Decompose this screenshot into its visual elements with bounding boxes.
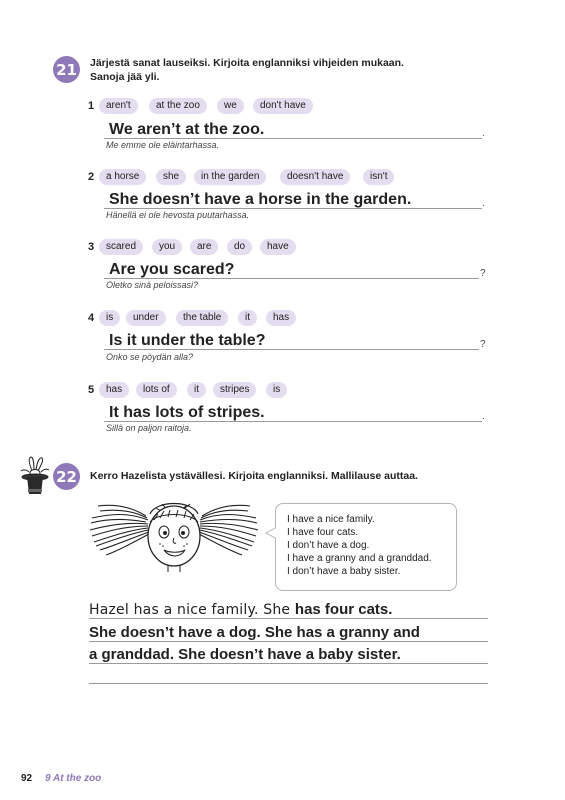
writing-line-2-text: She doesn’t have a dog. She has a granny and <box>89 624 420 641</box>
speech-bubble-tail-fill <box>267 528 276 538</box>
item-3-number: 3 <box>88 241 95 253</box>
instruction-line-2: Sanoja jää yli. <box>90 70 160 83</box>
finnish-hint-2: Hänellä ei ole hevosta puutarhassa. <box>106 210 250 220</box>
hazel-girl-illustration <box>88 492 260 574</box>
answer-end-4: ? <box>480 339 486 350</box>
finnish-hint-1: Me emme ole eläintarhassa. <box>106 140 220 150</box>
word-chip[interactable]: lots of <box>136 382 177 398</box>
bubble-line-5: I don’t have a baby sister. <box>287 566 401 577</box>
writing-line-4[interactable] <box>89 683 488 684</box>
exercise-21-badge: 21 <box>53 56 80 83</box>
word-chip[interactable]: aren't <box>99 98 138 114</box>
answer-end-2: . <box>482 198 485 209</box>
word-chip[interactable]: a horse <box>99 169 146 185</box>
writing-line-1-text <box>89 601 392 618</box>
word-chip[interactable]: we <box>217 98 244 114</box>
page-number: 92 <box>21 773 33 784</box>
answer-line-4[interactable] <box>104 349 479 350</box>
answer-1: We aren’t at the zoo. <box>109 121 265 138</box>
writing-line-3[interactable] <box>89 663 488 664</box>
writing-line-3-text: a granddad. She doesn’t have a baby sister. <box>89 646 401 663</box>
writing-line-1[interactable] <box>89 618 488 619</box>
bubble-line-3: I don’t have a dog. <box>287 540 370 551</box>
answer-line-5[interactable] <box>104 421 482 422</box>
bubble-line-1: I have a nice family. <box>287 514 375 525</box>
answer-4: Is it under the table? <box>109 332 266 349</box>
word-chip[interactable]: have <box>260 239 296 255</box>
bubble-line-4: I have a granny and a granddad. <box>287 553 432 564</box>
word-chip[interactable]: the table <box>176 310 228 326</box>
answer-line-2[interactable] <box>104 208 482 209</box>
answer-5: It has lots of stripes. <box>109 404 265 421</box>
word-chip[interactable]: it <box>187 382 206 398</box>
word-chip[interactable]: don't have <box>253 98 313 114</box>
chapter-title: 9 At the zoo <box>45 773 102 784</box>
answer-3: Are you scared? <box>109 261 235 278</box>
bubble-line-2: I have four cats. <box>287 527 359 538</box>
item-5-number: 5 <box>88 384 95 396</box>
word-chip[interactable]: you <box>152 239 182 255</box>
exercise-21-instruction <box>90 57 404 84</box>
word-chip[interactable]: scared <box>99 239 143 255</box>
instruction-line-1: Järjestä sanat lauseiksi. Kirjoita englanniksi vihjeiden mukaan. <box>90 57 404 69</box>
word-chip[interactable]: has <box>266 310 296 326</box>
item-1-number: 1 <box>88 100 95 112</box>
answer-end-1: . <box>482 128 485 139</box>
word-chip[interactable]: do <box>227 239 252 255</box>
item-4-number: 4 <box>88 312 95 324</box>
word-chip[interactable]: is <box>99 310 120 326</box>
word-chip[interactable]: are <box>190 239 218 255</box>
answer-line-1[interactable] <box>104 138 482 139</box>
word-chip[interactable]: she <box>156 169 186 185</box>
answer-line-3[interactable] <box>104 278 479 279</box>
word-chip[interactable]: has <box>99 382 129 398</box>
word-chip[interactable]: under <box>126 310 166 326</box>
answer-end-5: . <box>482 411 485 422</box>
word-chip[interactable]: stripes <box>213 382 256 398</box>
finnish-hint-4: Onko se pöydän alla? <box>106 352 194 362</box>
finnish-hint-5: Sillä on paljon raitoja. <box>106 423 192 433</box>
magician-hat-rabbit-icon <box>18 455 52 497</box>
word-chip[interactable]: it <box>238 310 257 326</box>
word-chip[interactable]: isn't <box>363 169 394 185</box>
answer-end-3: ? <box>480 268 486 279</box>
exercise-22-instruction: Kerro Hazelista ystävällesi. Kirjoita englanniksi. Mallilause auttaa. <box>90 470 418 482</box>
word-chip[interactable]: is <box>266 382 287 398</box>
answer-continuation: has four cats. <box>294 601 393 618</box>
word-chip[interactable]: doesn't have <box>280 169 350 185</box>
model-sentence: Hazel has a nice family. She <box>89 602 295 618</box>
answer-2: She doesn’t have a horse in the garden. <box>109 191 412 208</box>
word-chip[interactable]: at the zoo <box>149 98 207 114</box>
finnish-hint-3: Oletko sinä peloissasi? <box>106 280 199 290</box>
exercise-22-badge: 22 <box>53 463 80 490</box>
writing-line-2[interactable] <box>89 641 488 642</box>
word-chip[interactable]: in the garden <box>194 169 266 185</box>
item-2-number: 2 <box>88 171 95 183</box>
